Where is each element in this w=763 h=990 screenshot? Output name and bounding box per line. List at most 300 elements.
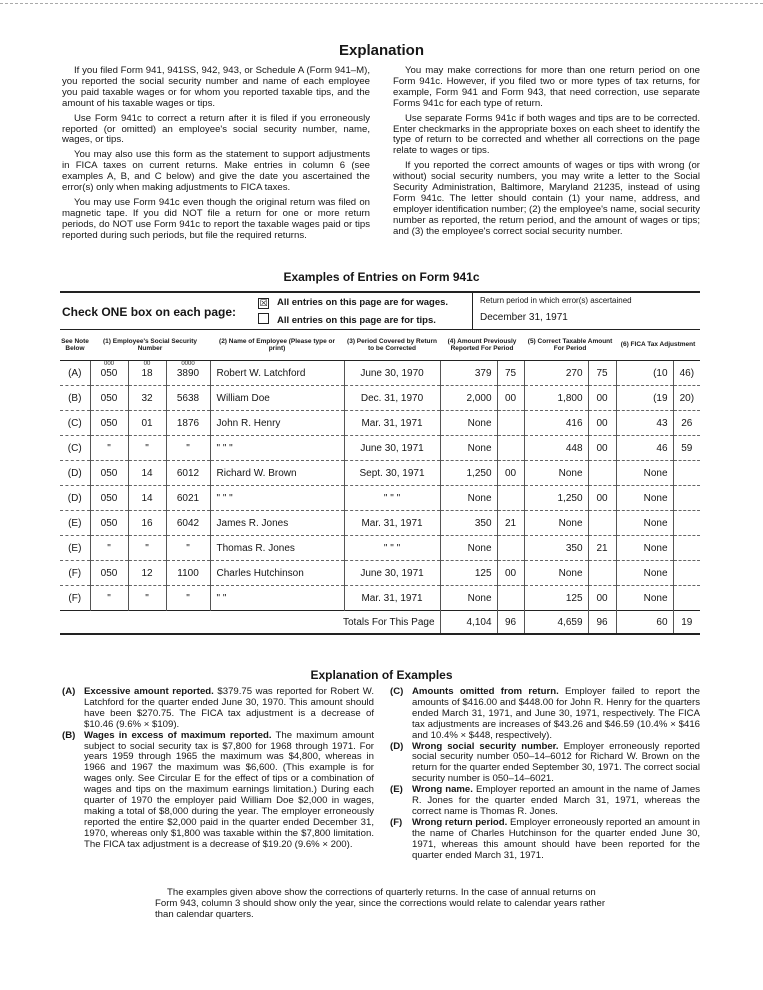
- period-covered: Sept. 30, 1971: [359, 467, 425, 479]
- period-covered: June 30, 1971: [360, 567, 424, 579]
- ssn-part-3-cell[interactable]: [166, 561, 210, 586]
- note-cell: [60, 436, 90, 461]
- correct-amount-cell[interactable]: [524, 411, 588, 436]
- explanation-of-examples-heading: Explanation of Examples: [310, 668, 453, 682]
- example-explanation-item: [390, 818, 700, 862]
- period-covered-cell[interactable]: [344, 561, 440, 586]
- employee-name-cell[interactable]: [210, 486, 344, 511]
- prev-amount-cell[interactable]: [440, 361, 497, 386]
- correct-amount: None: [558, 467, 583, 479]
- period-covered: Dec. 31, 1970: [360, 392, 424, 404]
- fica-adjustment-cell[interactable]: [616, 486, 673, 511]
- fica-adjustment-cell[interactable]: [616, 361, 673, 386]
- note: (B): [68, 392, 82, 404]
- fica-adjustment-cell[interactable]: [616, 436, 673, 461]
- total-prev: 4,104: [440, 611, 497, 635]
- period-covered: Mar. 31, 1971: [361, 417, 423, 429]
- ssn-part-2: 32: [141, 392, 153, 404]
- entries-table: [60, 330, 700, 635]
- employee-name: James R. Jones: [216, 517, 289, 529]
- ssn-format-hint: 00: [143, 361, 151, 367]
- correct-amount: 416: [565, 417, 583, 429]
- ssn-part-1-cell[interactable]: [90, 361, 128, 386]
- ssn-part-1: 050: [100, 417, 118, 429]
- intro-paragraph: You may use Form 941c even though the original return was filed on magnetic tape. If you did NOT file a return for one or more return periods, do NOT use Form 941c to report the taxable wages paid or tips reported during such periods, but file the required returns.: [62, 196, 370, 241]
- correct-cents-cell[interactable]: [588, 536, 616, 561]
- prev-amount: None: [467, 592, 492, 604]
- header-name: (2) Name of Employee (Please type or print): [210, 330, 344, 361]
- ssn-part-3: ": [186, 542, 190, 554]
- prev-cents: 21: [504, 517, 517, 529]
- table-row: [60, 436, 700, 461]
- ssn-part-3-cell[interactable]: [166, 486, 210, 511]
- fica-adjustment-cell[interactable]: [616, 561, 673, 586]
- header-ssn: (1) Employee's Social Security Number: [90, 330, 210, 361]
- prev-cents-cell[interactable]: [497, 511, 524, 536]
- employee-name-cell[interactable]: [210, 511, 344, 536]
- prev-amount-cell[interactable]: [440, 586, 497, 611]
- correct-cents: 00: [596, 442, 608, 454]
- note: (C): [67, 417, 82, 429]
- ssn-part-3-cell[interactable]: [166, 536, 210, 561]
- fica-adjustment: None: [643, 592, 668, 604]
- employee-name-cell[interactable]: [210, 386, 344, 411]
- prev-amount-cell[interactable]: [440, 461, 497, 486]
- wages-checkbox[interactable]: ☒: [259, 298, 268, 308]
- tips-option-label: All entries on this page are for tips.: [277, 315, 436, 326]
- employee-name-cell[interactable]: [210, 436, 344, 461]
- employee-name-cell[interactable]: [210, 536, 344, 561]
- correct-amount-cell[interactable]: [524, 461, 588, 486]
- example-tag: (C): [390, 686, 404, 697]
- note: (F): [68, 567, 82, 579]
- correct-amount: 350: [565, 542, 583, 554]
- note-cell: [60, 486, 90, 511]
- note: (A): [68, 367, 82, 379]
- examples-right-column: [390, 687, 700, 862]
- note: (E): [68, 517, 82, 529]
- header-correct-amount: (5) Correct Taxable Amount For Period: [524, 330, 616, 361]
- fica-adjustment: None: [643, 467, 668, 479]
- ssn-part-1: ": [107, 442, 111, 454]
- employee-name: " " ": [216, 492, 233, 504]
- correct-amount-cell[interactable]: [524, 436, 588, 461]
- fica-adjustment: (10: [653, 367, 668, 379]
- correct-cents-cell[interactable]: [588, 436, 616, 461]
- prev-cents-cell[interactable]: [497, 536, 524, 561]
- prev-cents: 00: [504, 467, 517, 479]
- fica-adjustment: None: [643, 517, 668, 529]
- example-explanation-item: [390, 687, 700, 742]
- ssn-part-2: 01: [141, 417, 153, 429]
- table-row: [60, 536, 700, 561]
- table-row: [60, 586, 700, 611]
- ssn-part-3-cell[interactable]: [166, 436, 210, 461]
- ssn-part-1: ": [107, 542, 111, 554]
- example-heading: Amounts omitted from return.: [412, 686, 559, 697]
- correct-cents-cell[interactable]: [588, 411, 616, 436]
- example-text: Employer erroneously reported an amount in the name of Charles Hutchinson for the quarter ended June 30, 1971, whereas this amount should have been reported for the quarter ended March 31, 1971.: [412, 816, 700, 861]
- table-row: [60, 486, 700, 511]
- table-row: [60, 361, 700, 386]
- fica-adjustment: None: [643, 492, 668, 504]
- tips-option[interactable]: [258, 313, 436, 326]
- ssn-part-1: 050: [100, 517, 118, 529]
- fica-cents: 59: [681, 442, 693, 454]
- check-box-row: [60, 291, 700, 330]
- header-prev-amount: (4) Amount Previously Reported For Period: [440, 330, 524, 361]
- example-text: The maximum amount subject to social security tax is $7,800 for 1968 through 1971. For years 1959 through 1965 the maximum was $4,800, whereas in 1966 and 1967 the maximum was $6,600. (This example is for wages only. See Circular E for the effect of tips or a combination of wages and tips on the maximum earnings limitation.) During each quarter of 1970 the employer paid William Doe $2,000 in wages, making a total of $8,000 during the year. The employer erroneously reported the entire $2,000 paid in the quarter ended December 31, 1970, whereas only $1,800 was taxable within the $7,800 limitation. The FICA tax adjustment is a decrease of $19.20 (9.6% × 200).: [84, 729, 375, 850]
- ssn-part-2: ": [145, 442, 149, 454]
- fica-cents-cell[interactable]: [673, 511, 700, 536]
- ssn-part-1: 050: [100, 392, 118, 404]
- ssn-part-1: 050: [100, 492, 118, 504]
- ssn-part-3: ": [186, 442, 190, 454]
- employee-name-cell[interactable]: [210, 411, 344, 436]
- table-row: [60, 411, 700, 436]
- intro-right-column: [393, 66, 700, 242]
- correct-cents: 75: [596, 367, 608, 379]
- ssn-part-3: 5638: [176, 392, 200, 404]
- example-text: Employer reported an amount in the name of James R. Jones for the quarter ended March 31, 1971, whereas the correct name is Thomas R. Jones.: [412, 784, 700, 817]
- intro-paragraph: You may also use this form as the statement to support adjustments in FICA taxes on current returns. Make entries in column 6 (see examples A, B, and C below) and give the date you ascertained the error(s) only when making adjustments to FICA taxes.: [62, 149, 370, 194]
- prev-cents: 75: [504, 367, 517, 379]
- example-heading: Wrong social security number.: [412, 740, 559, 752]
- ssn-part-1-cell[interactable]: [90, 436, 128, 461]
- fica-cents-cell[interactable]: [673, 586, 700, 611]
- fica-cents-cell[interactable]: [673, 561, 700, 586]
- correct-cents-cell[interactable]: [588, 386, 616, 411]
- note: (E): [68, 542, 82, 554]
- closing-note: The examples given above show the corrections of quarterly returns. In the case of annual returns on Form 943, column 3 should show only the year, since the corrections would relate to calendar years rather than calendar quarters.: [155, 887, 606, 920]
- period-covered-cell[interactable]: [344, 361, 440, 386]
- page-top-border: [0, 3, 763, 4]
- table-row: [60, 511, 700, 536]
- prev-cents-cell[interactable]: [497, 561, 524, 586]
- note: (F): [68, 592, 82, 604]
- prev-amount: 125: [474, 567, 492, 579]
- employee-name: Richard W. Brown: [216, 467, 297, 479]
- prev-amount: None: [467, 542, 492, 554]
- period-covered-cell[interactable]: [344, 386, 440, 411]
- prev-cents-cell[interactable]: [497, 461, 524, 486]
- ssn-part-1-cell[interactable]: [90, 461, 128, 486]
- prev-amount-cell[interactable]: [440, 411, 497, 436]
- fica-cents: 46): [679, 367, 695, 379]
- note-cell: [60, 386, 90, 411]
- total-correct: 4,659: [524, 611, 588, 635]
- ssn-part-3: ": [186, 592, 190, 604]
- ssn-part-3: 6021: [176, 492, 200, 504]
- ssn-part-1-cell[interactable]: [90, 386, 128, 411]
- correct-amount: None: [558, 517, 583, 529]
- ssn-part-3-cell[interactable]: [166, 461, 210, 486]
- ssn-part-2: 18: [141, 367, 153, 379]
- correct-cents-cell[interactable]: [588, 586, 616, 611]
- ssn-part-2: 16: [141, 517, 153, 529]
- prev-cents-cell[interactable]: [497, 586, 524, 611]
- ssn-part-2-cell[interactable]: [128, 361, 166, 386]
- prev-amount-cell[interactable]: [440, 561, 497, 586]
- example-text: Employer erroneously reported social security number 050–14–6012 for Richard W. Brown on the return for the quarter ended September 30, 1971. The correct social security number is 050–14–6021.: [412, 740, 700, 785]
- table-row: [60, 561, 700, 586]
- examples-left-column: [62, 687, 374, 851]
- ssn-format-hint: 000: [103, 361, 114, 367]
- prev-amount-cell[interactable]: [440, 386, 497, 411]
- ssn-part-1: 050: [100, 367, 118, 379]
- table-row: [60, 386, 700, 411]
- correct-amount: 125: [565, 592, 583, 604]
- prev-cents-cell[interactable]: [497, 386, 524, 411]
- fica-adjustment-cell[interactable]: [616, 461, 673, 486]
- correct-cents-cell[interactable]: [588, 361, 616, 386]
- correct-cents-cell[interactable]: [588, 511, 616, 536]
- correct-cents: 00: [596, 492, 608, 504]
- example-explanation-item: [390, 785, 700, 818]
- ssn-part-2-cell[interactable]: [128, 386, 166, 411]
- fica-cents-cell[interactable]: [673, 536, 700, 561]
- correct-cents: 21: [596, 542, 608, 554]
- prev-amount: None: [467, 417, 492, 429]
- example-text: Employer failed to report the amounts of $416.00 and $448.00 for John R. Henry for the quarters ended March 31, 1971, and June 30, 1971, respectively. The FICA tax adjustments are increases of $43.26 and $46.59 (10.4% × $416 and 10.4% × $448, respectively).: [412, 686, 700, 741]
- correct-amount-cell[interactable]: [524, 511, 588, 536]
- note-cell: [60, 536, 90, 561]
- intro-paragraph: You may make corrections for more than one return period on one Form 941c. However, if you filed two or more types of tax returns, for example, Form 941 and Form 943, that need correction, use separate Forms 941c for each type of return.: [393, 65, 700, 109]
- totals-row: [60, 611, 700, 635]
- ssn-part-2-cell[interactable]: [128, 486, 166, 511]
- ssn-part-3-cell[interactable]: [166, 511, 210, 536]
- fica-cents: 20): [679, 392, 695, 404]
- correct-cents: 00: [596, 592, 608, 604]
- ssn-part-3: 1876: [176, 417, 200, 429]
- prev-amount: 2,000: [466, 392, 492, 404]
- ssn-part-2-cell[interactable]: [128, 511, 166, 536]
- prev-amount: 379: [474, 367, 492, 379]
- fica-cents-cell[interactable]: [673, 361, 700, 386]
- correct-cents-cell[interactable]: [588, 461, 616, 486]
- table-header-row: [60, 330, 700, 361]
- correct-cents: 00: [596, 392, 608, 404]
- ssn-part-1-cell[interactable]: [90, 536, 128, 561]
- prev-cents-cell[interactable]: [497, 361, 524, 386]
- employee-name-cell[interactable]: [210, 586, 344, 611]
- ssn-part-2-cell[interactable]: [128, 436, 166, 461]
- examples-heading: Examples of Entries on Form 941c: [283, 270, 480, 284]
- period-covered-cell[interactable]: [344, 436, 440, 461]
- period-covered: June 30, 1971: [360, 442, 424, 454]
- ssn-part-2: ": [145, 542, 149, 554]
- fica-adjustment: None: [643, 542, 668, 554]
- header-see-note: See Note Below: [60, 330, 90, 361]
- employee-name: Charles Hutchinson: [216, 567, 304, 579]
- total-prev-cents: 96: [497, 611, 524, 635]
- employee-name: William Doe: [216, 392, 270, 404]
- fica-adjustment: None: [643, 567, 668, 579]
- prev-cents-cell[interactable]: [497, 436, 524, 461]
- ssn-part-3-cell[interactable]: [166, 411, 210, 436]
- totals-label: Totals For This Page: [60, 611, 440, 635]
- fica-adjustment-cell[interactable]: [616, 386, 673, 411]
- check-one-label: Check ONE box on each page:: [62, 305, 237, 319]
- correct-amount: 1,800: [557, 392, 583, 404]
- ssn-part-2: 14: [141, 467, 153, 479]
- correct-amount-cell[interactable]: [524, 486, 588, 511]
- employee-name-cell[interactable]: [210, 361, 344, 386]
- example-tag: (F): [390, 816, 403, 828]
- period-covered-cell[interactable]: [344, 411, 440, 436]
- fica-adjustment-cell[interactable]: [616, 586, 673, 611]
- period-covered: Mar. 31, 1971: [361, 517, 423, 529]
- fica-adjustment-cell[interactable]: [616, 536, 673, 561]
- employee-name: " " ": [216, 442, 233, 454]
- fica-cents-cell[interactable]: [673, 386, 700, 411]
- fica-adjustment: 43: [656, 417, 668, 429]
- divider: [472, 293, 473, 329]
- wages-option-label: All entries on this page are for wages.: [277, 297, 449, 308]
- correct-cents-cell[interactable]: [588, 486, 616, 511]
- ssn-part-3: 6012: [176, 467, 200, 479]
- ssn-part-2: ": [145, 592, 149, 604]
- period-covered: " " ": [383, 492, 401, 504]
- period-covered-cell[interactable]: [344, 536, 440, 561]
- prev-cents-cell[interactable]: [497, 486, 524, 511]
- prev-amount: 1,250: [466, 467, 492, 479]
- ssn-part-1: 050: [100, 567, 118, 579]
- fica-cents: 26: [681, 417, 693, 429]
- note-cell: [60, 561, 90, 586]
- fica-cents-cell[interactable]: [673, 486, 700, 511]
- correct-amount-cell[interactable]: [524, 361, 588, 386]
- example-explanation-item: [62, 731, 374, 851]
- ssn-part-2-cell[interactable]: [128, 586, 166, 611]
- total-fica-cents: 19: [673, 611, 700, 635]
- return-period-label: Return period in which error(s) ascertained: [480, 296, 632, 305]
- period-covered: " " ": [383, 542, 401, 554]
- ssn-part-3: 3890: [176, 367, 200, 379]
- employee-name: John R. Henry: [216, 417, 281, 429]
- correct-amount-cell[interactable]: [524, 536, 588, 561]
- ssn-part-2-cell[interactable]: [128, 536, 166, 561]
- prev-cents: 00: [504, 567, 517, 579]
- ssn-part-2-cell[interactable]: [128, 411, 166, 436]
- prev-amount-cell[interactable]: [440, 486, 497, 511]
- employee-name: Thomas R. Jones: [216, 542, 295, 554]
- intro-paragraph: Use separate Forms 941c if both wages and tips are to be corrected. Enter checkmarks in the appropriate boxes on each sheet to identify the type of return to be corrected and whether all corrections on the page relate to wages or tips.: [393, 112, 700, 157]
- correct-amount-cell[interactable]: [524, 586, 588, 611]
- example-heading: Wrong name.: [412, 784, 473, 796]
- ssn-part-3: 1100: [177, 567, 199, 579]
- correct-amount: None: [558, 567, 583, 579]
- ssn-part-2: 12: [141, 567, 153, 579]
- ssn-part-3-cell[interactable]: [166, 586, 210, 611]
- prev-cents-cell[interactable]: [497, 411, 524, 436]
- ssn-part-3-cell[interactable]: [166, 386, 210, 411]
- example-heading: Wages in excess of maximum reported.: [84, 729, 272, 741]
- example-tag: (A): [62, 686, 76, 697]
- header-fica-adjustment: (6) FICA Tax Adjustment: [616, 330, 700, 361]
- intro-paragraph: If you reported the correct amounts of wages or tips with wrong (or without) social security numbers, you may write a letter to the Social Security Administration, Baltimore, Maryland 21235, instead of using Form 941c. The letter should contain (1) your name, address, and employer identification number; (2) the employee's name, social security number as reported, the return period, and the amount of wages or tips; and (3) the employee's correct social security number.: [393, 160, 700, 237]
- example-heading: Wrong return period.: [412, 816, 508, 828]
- return-period-value[interactable]: December 31, 1971: [480, 312, 568, 323]
- total-fica: 60: [616, 611, 673, 635]
- example-tag: (D): [390, 740, 404, 752]
- form-941c-example: [60, 291, 700, 635]
- period-covered-cell[interactable]: [344, 486, 440, 511]
- note-cell: [60, 586, 90, 611]
- fica-cents-cell[interactable]: [673, 436, 700, 461]
- period-covered: June 30, 1970: [360, 367, 424, 379]
- prev-amount-cell[interactable]: [440, 536, 497, 561]
- wages-option[interactable]: [258, 297, 448, 309]
- fica-cents-cell[interactable]: [673, 411, 700, 436]
- prev-amount: None: [467, 492, 492, 504]
- header-period: (3) Period Covered by Return to be Corrected: [344, 330, 440, 361]
- prev-cents: 00: [504, 392, 517, 404]
- fica-adjustment-cell[interactable]: [616, 411, 673, 436]
- note: (D): [67, 492, 82, 504]
- fica-adjustment-cell[interactable]: [616, 511, 673, 536]
- correct-cents-cell[interactable]: [588, 561, 616, 586]
- correct-amount: 448: [565, 442, 583, 454]
- example-tag: (B): [62, 729, 76, 741]
- fica-cents-cell[interactable]: [673, 461, 700, 486]
- period-covered-cell[interactable]: [344, 586, 440, 611]
- ssn-part-1-cell[interactable]: [90, 411, 128, 436]
- note-cell: [60, 411, 90, 436]
- period-covered-cell[interactable]: [344, 511, 440, 536]
- correct-amount-cell[interactable]: [524, 386, 588, 411]
- note-cell: [60, 361, 90, 386]
- prev-amount-cell[interactable]: [440, 436, 497, 461]
- employee-name-cell[interactable]: [210, 461, 344, 486]
- ssn-part-2-cell[interactable]: [128, 561, 166, 586]
- prev-amount: 350: [474, 517, 492, 529]
- page-title: Explanation: [338, 42, 424, 59]
- ssn-part-1: ": [107, 592, 111, 604]
- correct-cents: 00: [596, 417, 608, 429]
- example-explanation-item: [62, 687, 374, 731]
- ssn-part-1-cell[interactable]: [90, 561, 128, 586]
- fica-adjustment: 46: [656, 442, 668, 454]
- example-tag: (E): [390, 784, 403, 796]
- employee-name: " ": [216, 592, 227, 604]
- tips-checkbox[interactable]: [258, 313, 269, 324]
- ssn-part-3-cell[interactable]: [166, 361, 210, 386]
- prev-amount: None: [467, 442, 492, 454]
- employee-name-cell[interactable]: [210, 561, 344, 586]
- employee-name: Robert W. Latchford: [216, 367, 306, 379]
- ssn-part-3: 6042: [176, 517, 200, 529]
- ssn-part-1: 050: [100, 467, 118, 479]
- note: (D): [67, 467, 82, 479]
- ssn-part-1-cell[interactable]: [90, 586, 128, 611]
- intro-paragraph: If you filed Form 941, 941SS, 942, 943, or Schedule A (Form 941–M), you reported the social security number and name of each employee you paid taxable wages or for whom you reported taxable tips, and the amount of his taxable wages or tips.: [62, 65, 370, 109]
- ssn-part-1-cell[interactable]: [90, 486, 128, 511]
- fica-adjustment: (19: [653, 392, 668, 404]
- period-covered-cell[interactable]: [344, 461, 440, 486]
- table-row: [60, 461, 700, 486]
- prev-amount-cell[interactable]: [440, 511, 497, 536]
- example-explanation-item: [390, 742, 700, 786]
- intro-left-column: [62, 66, 370, 246]
- ssn-part-2-cell[interactable]: [128, 461, 166, 486]
- note: (C): [67, 442, 82, 454]
- example-text: $379.75 was reported for Robert W. Latchford for the quarter ended June 30, 1970. This amount should have been $270.75. The FICA tax adjustment is a decrease of $10.46 (9.6% × $109).: [84, 686, 374, 730]
- ssn-part-2: 14: [141, 492, 153, 504]
- correct-amount-cell[interactable]: [524, 561, 588, 586]
- ssn-format-hint: 0000: [181, 361, 195, 367]
- ssn-part-1-cell[interactable]: [90, 511, 128, 536]
